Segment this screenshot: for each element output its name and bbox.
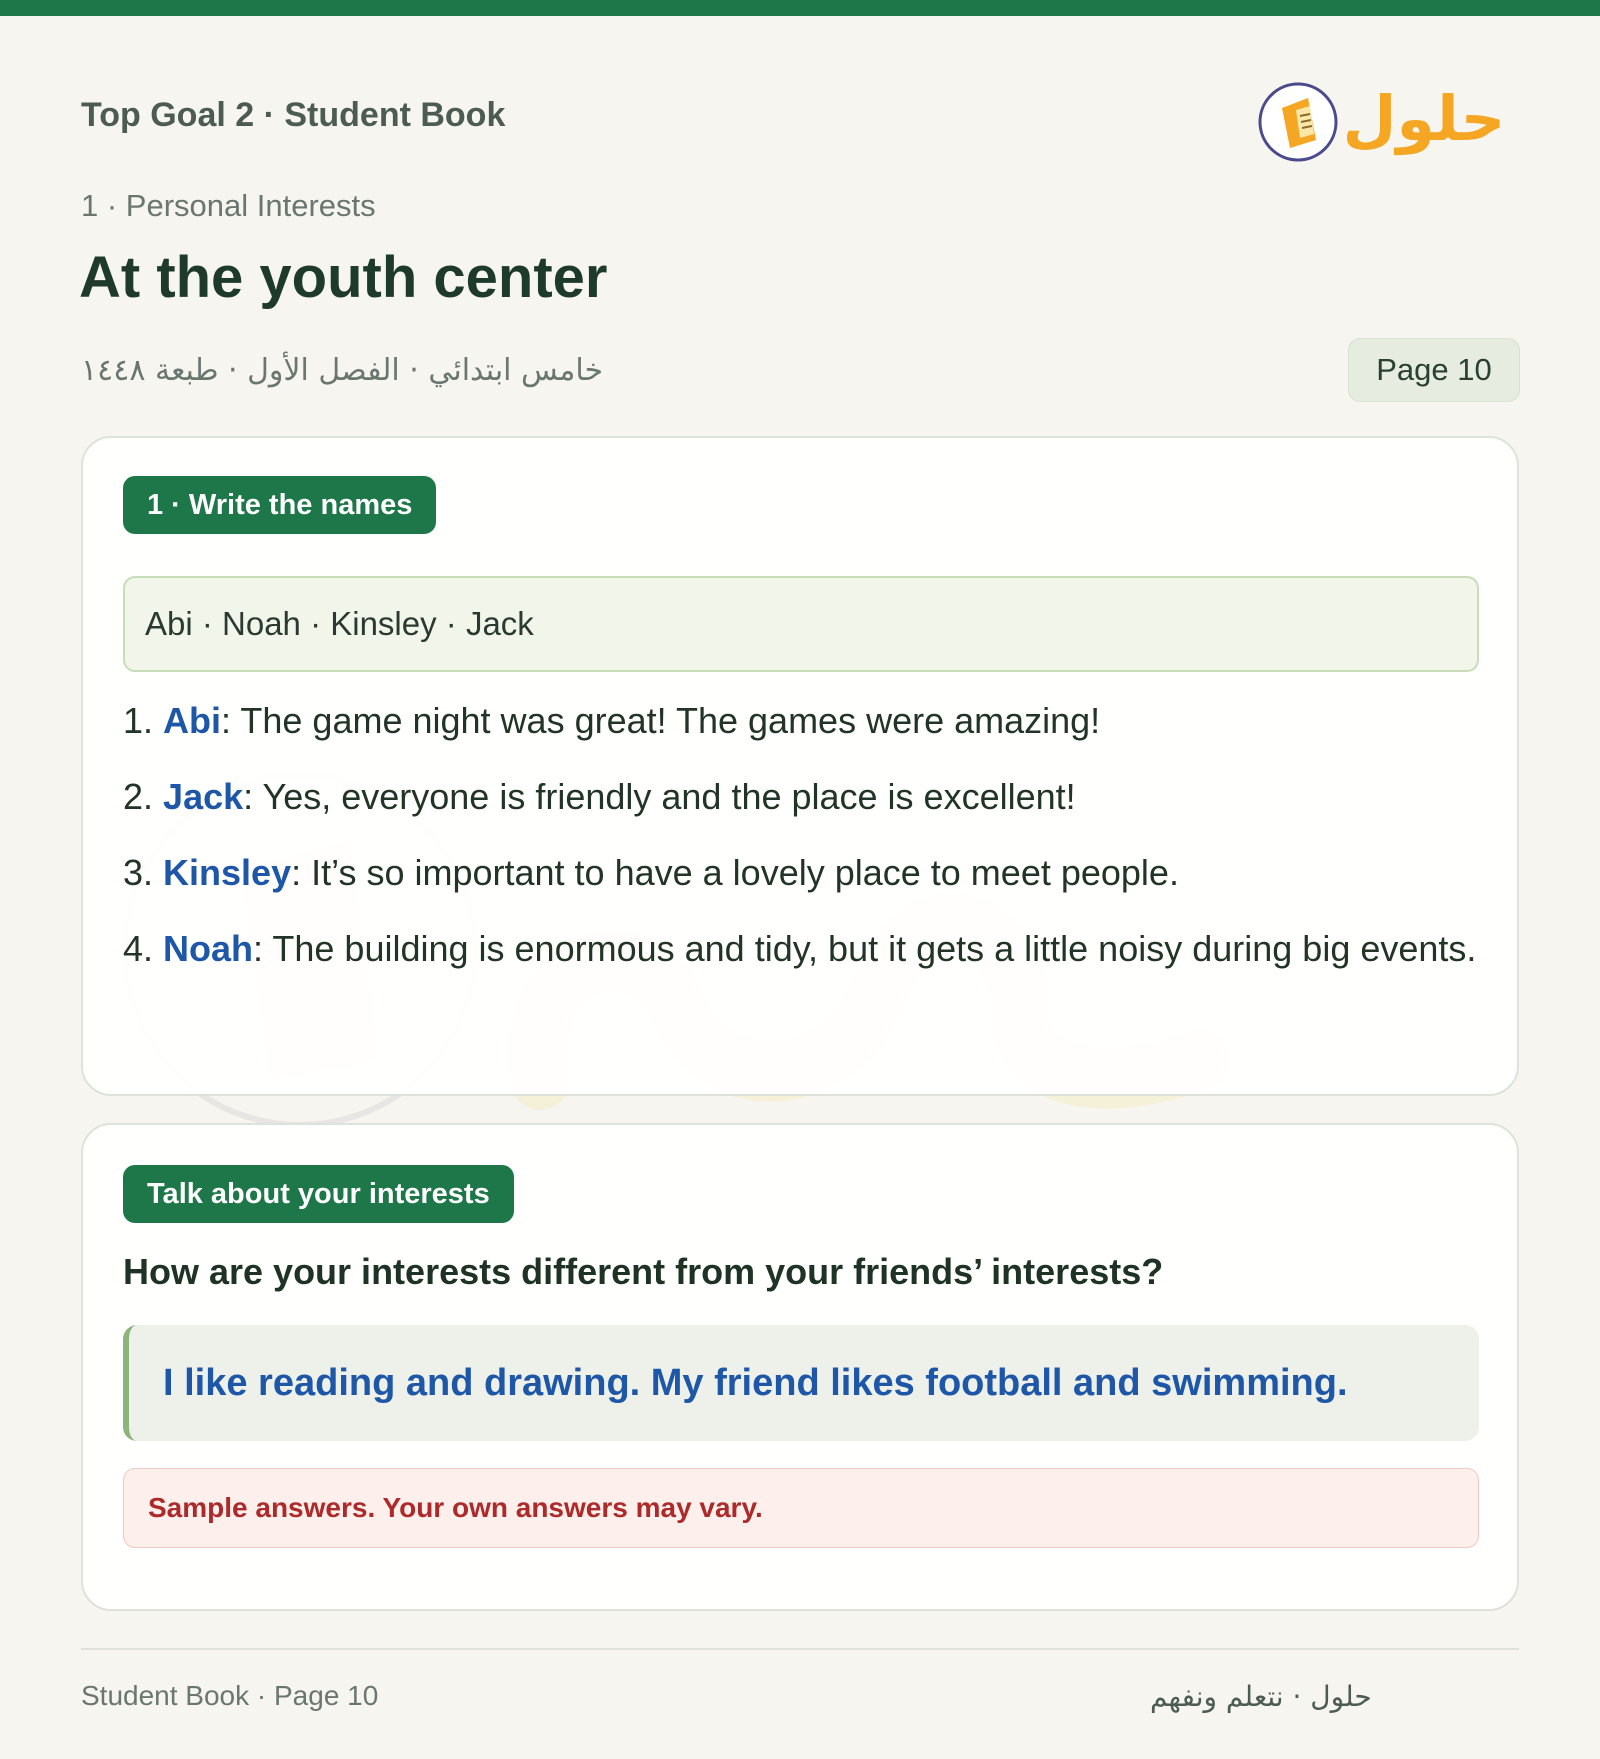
answer-list xyxy=(123,692,1483,996)
page-badge: Page 10 xyxy=(1348,338,1520,402)
footer-brand-tagline: حلول · نتعلم ونفهم xyxy=(1150,1680,1372,1713)
arabic-meta: خامس ابتدائي · الفصل الأول · طبعة ١٤٤٨ xyxy=(81,353,604,388)
list-item xyxy=(123,692,1483,750)
word-bank: Abi · Noah · Kinsley · Jack xyxy=(123,576,1479,672)
item-text: : Yes, everyone is friendly and the place is excellent! xyxy=(243,776,1076,817)
list-item xyxy=(123,920,1483,978)
item-number: 3. xyxy=(123,852,154,893)
exercise-card-write-names xyxy=(81,436,1519,1096)
answer-name: Abi xyxy=(163,700,222,741)
question-text: How are your interests different from your friends’ interests? xyxy=(123,1251,1164,1292)
footer-page-info: Student Book · Page 10 xyxy=(81,1680,379,1711)
answer-name: Noah xyxy=(163,928,254,969)
item-text: : The building is enormous and tidy, but it gets a little noisy during big events. xyxy=(253,928,1477,969)
item-text: : The game night was great! The games were amazing! xyxy=(221,700,1101,741)
exercise-card-talk-interests xyxy=(81,1123,1519,1611)
unit-line: 1 · Personal Interests xyxy=(81,188,376,223)
item-number: 2. xyxy=(123,776,154,817)
item-number: 4. xyxy=(123,928,154,969)
page-title: At the youth center xyxy=(79,245,608,310)
item-number: 1. xyxy=(123,700,154,741)
item-text: : It’s so important to have a lovely place to meet people. xyxy=(291,852,1179,893)
logo-text: حلول xyxy=(1342,82,1506,155)
hlool-logo xyxy=(1256,64,1506,164)
logo-emblem-icon xyxy=(1256,64,1506,164)
top-accent-bar xyxy=(0,0,1600,16)
list-item xyxy=(123,768,1483,826)
list-item xyxy=(123,844,1483,902)
answer-name: Jack xyxy=(163,776,244,817)
exercise-label: 1 · Write the names xyxy=(123,476,436,534)
exercise-label: Talk about your interests xyxy=(123,1165,514,1223)
answer-name: Kinsley xyxy=(163,852,292,893)
sample-answer: I like reading and drawing. My friend likes football and swimming. xyxy=(123,1325,1479,1441)
answer-note: Sample answers. Your own answers may vary. xyxy=(123,1468,1479,1548)
book-title: Top Goal 2 · Student Book xyxy=(81,96,506,134)
footer-divider xyxy=(81,1648,1519,1650)
